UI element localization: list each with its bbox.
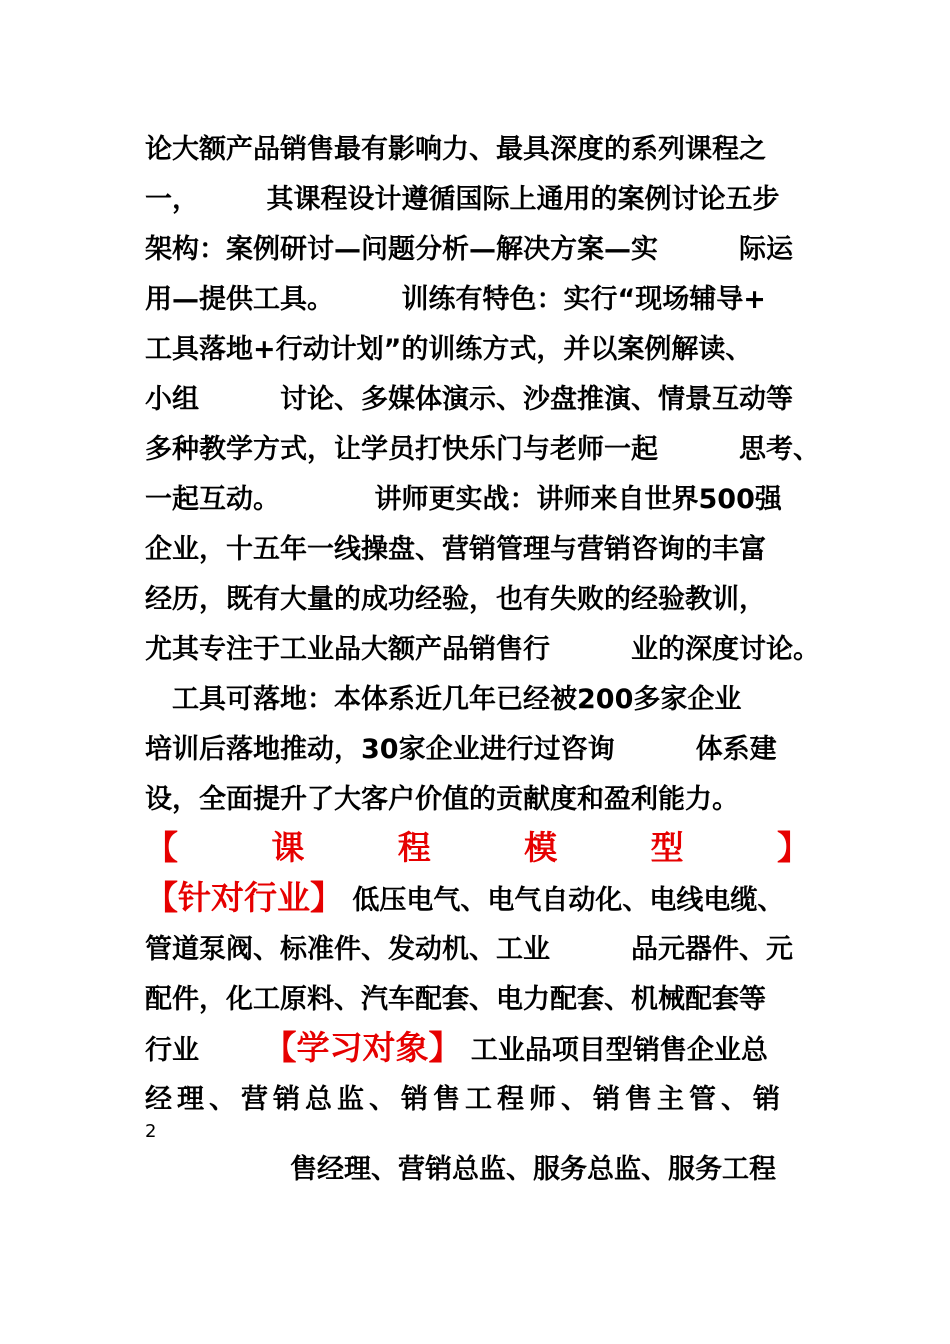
heading-char-3: 模 [524,828,558,867]
body-line-3: 架构：案例研讨—问题分析—解决方案—实 际运 [145,234,793,265]
continuation-line: 售经理、营销总监、服务总监、服务工程 [290,1154,776,1185]
body-line-13: 培训后落地推动，30家企业进行过咨询 体系建 [145,734,777,765]
heading-bracket-close: 】 [776,828,810,867]
body-line-2: 一， 其课程设计遵循国际上通用的案例讨论五步 [145,184,780,215]
body-line-5: 工具落地+行动计划”的训练方式，并以案例解读、 [145,334,753,365]
industry-line-1 [145,876,810,923]
audience-line-1 [145,1026,810,1073]
body-line-11: 尤其专注于工业品大额产品销售行 业的深度讨论。 [145,634,820,665]
heading-char-2: 程 [397,828,431,867]
audience-line-2-text: 经理、营销总监、销售工程师、销售主管、销 [145,1084,785,1115]
industry-text-first: 低压电气、电气自动化、电线电缆、 [343,885,785,916]
page-number: 2 [145,1121,157,1142]
audience-prefix: 行业 [145,1035,280,1066]
industry-line-3: 配件，化工原料、汽车配套、电力配套、机械配套等 [145,984,766,1015]
heading-char-4: 型 [650,828,684,867]
body-line-8: 一起互动。 讲师更实战：讲师来自世界500强 [145,484,782,515]
audience-text-first: 工业品项目型销售企业总 [461,1035,768,1066]
body-line-10: 经历，既有大量的成功经验，也有失败的经验教训， [145,584,766,615]
body-line-4: 用—提供工具。 训练有特色：实行“现场辅导+ [145,284,766,315]
industry-line-2: 管道泵阀、标准件、发动机、工业 品元器件、元 [145,934,793,965]
audience-label: 【学习对象】 [280,1028,462,1067]
audience-line-2 [145,1080,810,1120]
section-heading-course-model [145,826,810,870]
industry-label: 【针对行业】 [145,878,343,917]
body-line-1: 论大额产品销售最有影响力、最具深度的系列课程之 [145,134,766,165]
body-line-6: 小组 讨论、多媒体演示、沙盘推演、情景互动等 [145,384,793,415]
body-line-9: 企业，十五年一线操盘、营销管理与营销咨询的丰富 [145,534,766,565]
heading-char-1: 课 [271,828,305,867]
body-line-7: 多种教学方式，让学员打快乐门与老师一起 思考、 [145,434,820,465]
body-line-14: 设，全面提升了大客户价值的贡献度和盈利能力。 [145,784,739,815]
heading-bracket-open: 【 [145,828,178,867]
body-line-12: 工具可落地：本体系近几年已经被200多家企业 [145,684,742,715]
